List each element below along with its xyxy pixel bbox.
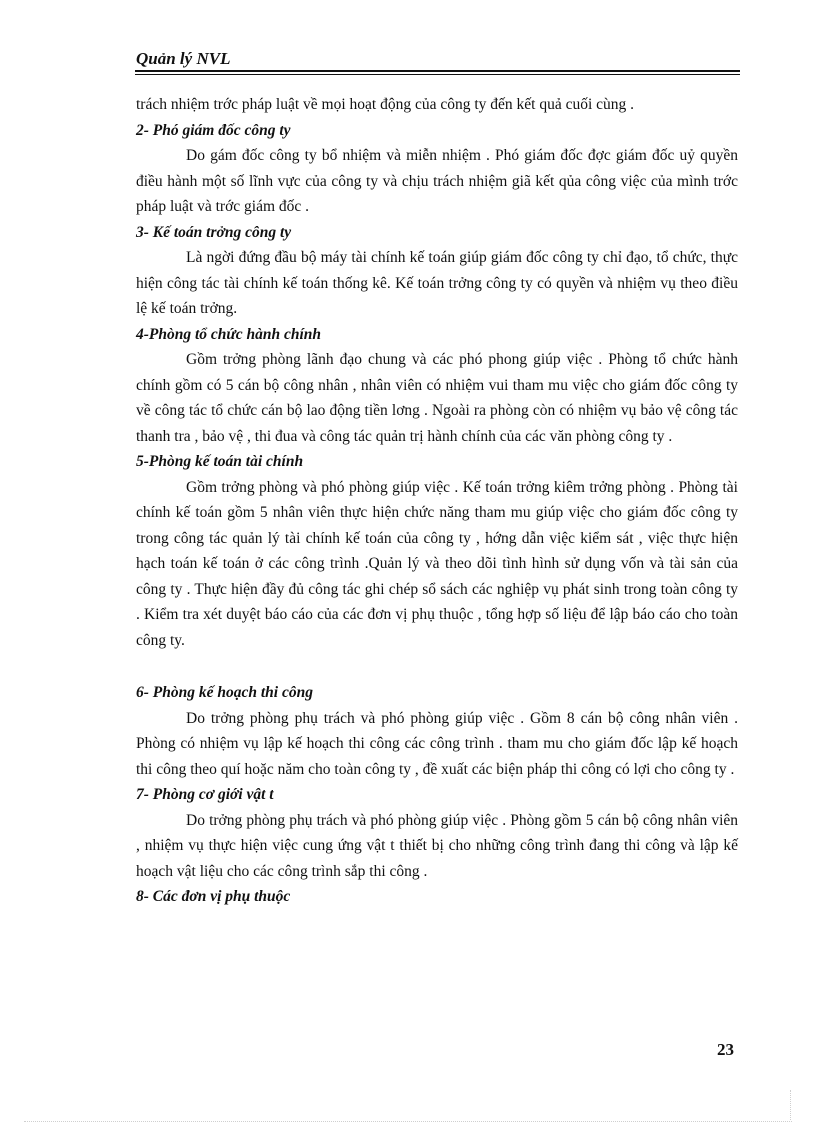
heading-deputy-director: 2- Phó giám đốc công ty bbox=[136, 121, 291, 139]
paragraph-mechanical-department: Do trởng phòng phụ trách và phó phòng giúp việc . Phòng gồm 5 cán bộ công nhân viên , nhiệm vụ thực hiện việc cung ứng vật t thiết bị cho những công trình đang thi công và lập kế hoạch vật liệu cho các công trình sắp thi công . bbox=[136, 811, 738, 880]
heading-planning-department: 6- Phòng kế hoạch thi công bbox=[136, 684, 313, 701]
document-body bbox=[136, 92, 738, 910]
page-number: 23 bbox=[717, 1040, 734, 1059]
paragraph-planning-department: Do trởng phòng phụ trách và phó phòng giúp việc . Gồm 8 cán bộ công nhân viên . Phòng có nhiệm vụ lập kế hoạch thi công các công trình . tham mu cho giám đốc lập kế hoạch thi công theo quí hoặc năm cho toàn công ty , đề xuất các biện pháp thi công có lợi cho công ty . bbox=[136, 709, 738, 778]
paragraph-intro: trách nhiệm trớc pháp luật về mọi hoạt động của công ty đến kết quả cuối cùng . bbox=[136, 96, 635, 113]
paragraph-chief-accountant: Là ngời đứng đầu bộ máy tài chính kế toán giúp giám đốc công ty chỉ đạo, tổ chức, thực hiện công tác tài chính kế toán thống kê. Kế toán trởng công ty có quyền và nhiệm vụ theo điều lệ kế toán trởng. bbox=[136, 249, 738, 317]
header-title: Quản lý NVL bbox=[136, 49, 231, 68]
heading-subordinate-units: 8- Các đơn vị phụ thuộc bbox=[136, 888, 291, 905]
header-rule-thin bbox=[135, 74, 740, 75]
paragraph-finance-department: Gồm trởng phòng và phó phòng giúp việc . Kế toán trởng kiêm trởng phòng . Phòng tài chính kế toán gồm 5 nhân viên thực hiện chức năng tham mu giúp việc cho giám đốc công ty trong công tác quản lý tài chính kế toán của công ty , hớng dẫn việc kiểm sát , việc thực hiện hạch toán kế toán ở các công trình .Quản lý và theo dõi tình hình sử dụng vốn và tài sản của công ty . Thực hiện đầy đủ công tác ghi chép sổ sách các nghiệp vụ phát sinh trong toàn công ty . Kiểm tra xét duyệt báo cáo của các đơn vị phụ thuộc , tổng hợp số liệu để lập báo cáo cho toàn công ty. bbox=[136, 478, 738, 649]
paragraph-deputy-director: Do gám đốc công ty bổ nhiệm và miễn nhiệm . Phó giám đốc đợc giám đốc uỷ quyền điều hành một số lĩnh vực của công ty và chịu trách nhiệm giã kết qủa công việc của mình trớc pháp luật và trớc giám đốc . bbox=[136, 147, 738, 215]
heading-finance-department: 5-Phòng kế toán tài chính bbox=[136, 453, 304, 470]
paragraph-gap bbox=[136, 653, 738, 680]
heading-admin-department: 4-Phòng tổ chức hành chính bbox=[136, 325, 322, 343]
header-rule-thick bbox=[135, 70, 740, 72]
page-edge-dotted-side bbox=[790, 1090, 791, 1120]
paragraph-admin-department: Gồm trởng phòng lãnh đạo chung và các phó phong giúp việc . Phòng tổ chức hành chính gồm có 5 cán bộ công nhân , nhân viên có nhiệm vui tham mu việc cho giám đốc công ty về công tác tổ chức cán bộ lao động tiền lơng . Ngoài ra phòng còn có nhiệm vụ bảo vệ công tác thanh tra , bảo vệ , thi đua và công tác quản trị hành chính của các văn phòng công ty . bbox=[136, 351, 738, 445]
heading-chief-accountant: 3- Kế toán trởng công ty bbox=[136, 223, 292, 241]
heading-mechanical-department: 7- Phòng cơ giới vật t bbox=[136, 786, 274, 803]
page-edge-dotted bbox=[24, 1121, 792, 1122]
